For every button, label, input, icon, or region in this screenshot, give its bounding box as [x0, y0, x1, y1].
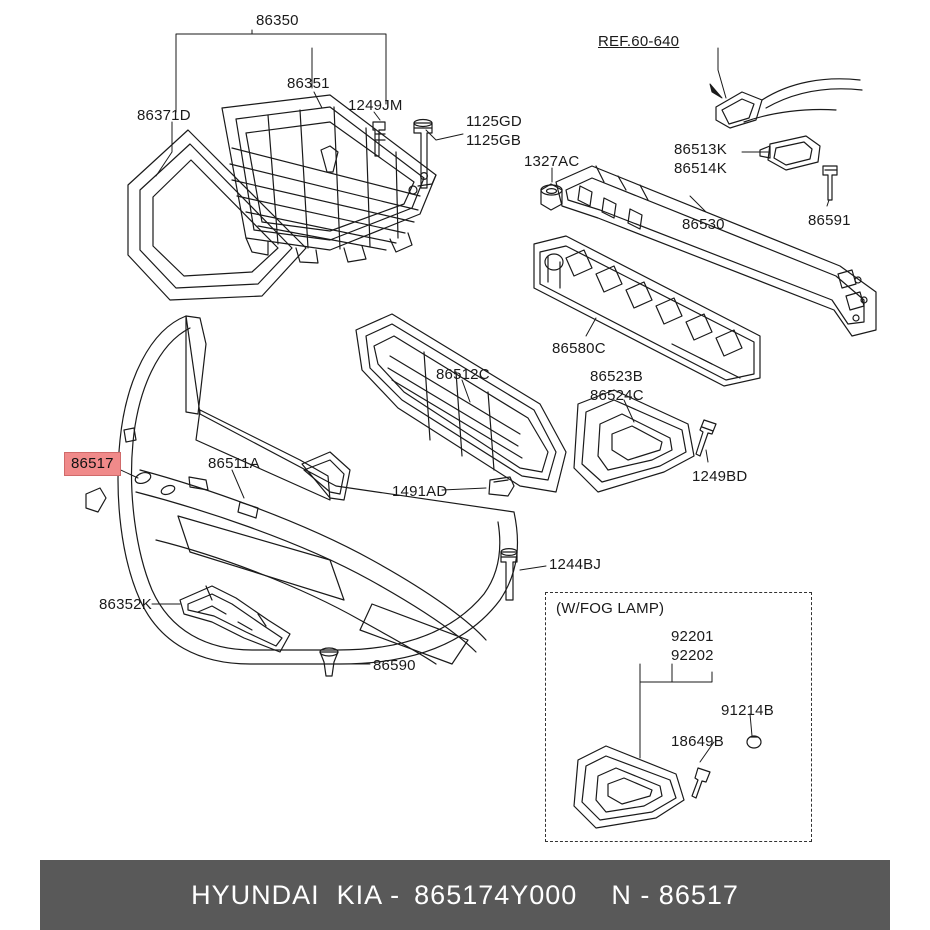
part-1244BJ-bolt — [501, 549, 517, 600]
callout-86352K: 86352K — [99, 596, 152, 613]
callout-86512C: 86512C — [436, 366, 490, 383]
callout-1249BD: 1249BD — [692, 468, 748, 485]
part-86512C-lower-grille — [356, 314, 566, 492]
callout-86514K: 86514K — [674, 160, 727, 177]
part-1327AC-nut — [541, 184, 562, 210]
callout-18649B: 18649B — [671, 733, 724, 750]
fog-lamp-inset-label: (W/FOG LAMP) — [556, 600, 665, 617]
callout-86513K: 86513K — [674, 141, 727, 158]
part-86591-screw — [823, 166, 837, 200]
callout-86523B: 86523B — [590, 368, 643, 385]
callout-1125GD: 1125GD — [466, 113, 522, 130]
callout-86524C: 86524C — [590, 387, 644, 404]
callout-1125GB: 1125GB — [466, 132, 522, 149]
ref-text: REF.60-640 — [598, 33, 680, 50]
part-86523B-fog-lamp-cover — [574, 390, 694, 492]
brand-label: HYUNDAI KIA - — [191, 879, 401, 910]
callout-1327AC: 1327AC — [524, 153, 580, 170]
part-86352K-lower-bracket — [180, 586, 290, 652]
part-ref-60-640-bracket — [716, 79, 862, 128]
callout-92202: 92202 — [671, 647, 714, 664]
part-1249JM-screw — [373, 122, 385, 156]
callout-92201: 92201 — [671, 628, 714, 645]
callout-ref-60-640 — [598, 33, 679, 50]
callout-86351: 86351 — [287, 75, 330, 92]
part-code: N - 86517 — [611, 879, 739, 910]
callout-86517-highlighted: 86517 — [64, 452, 121, 476]
part-number: 865174Y000 — [414, 879, 578, 910]
callout-86580C: 86580C — [552, 340, 606, 357]
part-86590-clip — [320, 648, 338, 676]
part-identification-bar — [40, 860, 890, 930]
part-86371D-grille-moulding — [128, 130, 306, 300]
callout-86591: 86591 — [808, 212, 851, 229]
callout-86511A: 86511A — [208, 455, 260, 472]
callout-91214B: 91214B — [721, 702, 774, 719]
callout-1244BJ: 1244BJ — [549, 556, 602, 573]
callout-1491AD: 1491AD — [392, 483, 448, 500]
callout-86371D: 86371D — [137, 107, 191, 124]
callout-1249JM: 1249JM — [348, 97, 403, 114]
part-86513K-side-bracket — [760, 136, 820, 170]
callout-86350: 86350 — [256, 12, 299, 29]
callout-86590: 86590 — [373, 657, 416, 674]
callout-86530: 86530 — [682, 216, 725, 233]
part-86350-radiator-grille — [222, 95, 436, 263]
